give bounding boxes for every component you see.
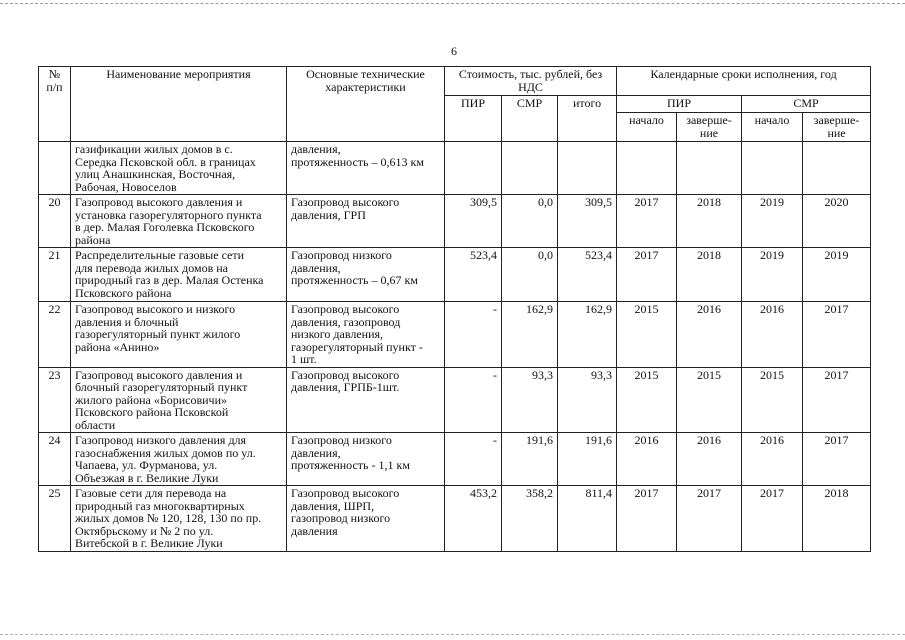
cell-smr-start: 2015 (742, 367, 803, 433)
cell-smr (502, 142, 558, 195)
cell-smr: 191,6 (502, 433, 558, 486)
cell-characteristics: Газопровод высокого давления, ГРПБ-1шт. (287, 367, 445, 433)
cell-characteristics: Газопровод высокого давления, ГРП (287, 195, 445, 248)
cell-pir-start (617, 142, 677, 195)
cell-smr: 0,0 (502, 195, 558, 248)
cell-pir-end (677, 142, 742, 195)
cell-smr-start: 2016 (742, 302, 803, 368)
scan-edge-top (0, 3, 905, 4)
cell-pir-end: 2018 (677, 195, 742, 248)
cell-name: Распределительные газовые сети для перевода жилых домов на природный газ в дер. Малая Остенка Псковского района (71, 248, 287, 302)
header-schedule: Календарные сроки исполнения, год (617, 67, 871, 96)
header-schedule-pir: ПИР (617, 96, 742, 113)
cell-total: 191,6 (558, 433, 617, 486)
cell-smr-end: 2019 (803, 248, 871, 302)
cell-smr-end: 2018 (803, 486, 871, 552)
cell-num: 22 (39, 302, 71, 368)
cell-characteristics: Газопровод высокого давления, ШРП, газопровод низкого давления (287, 486, 445, 552)
cell-characteristics: Газопровод низкого давления, протяженность - 1,1 км (287, 433, 445, 486)
header-smr-start: начало (742, 113, 803, 142)
cell-pir: - (445, 433, 502, 486)
cell-name: Газовые сети для перевода на природный газ многоквартирных жилых домов № 120, 128, 130 по пр. Октябрьскому и № 2 по ул. Витебской в г. Великие Луки (71, 486, 287, 552)
header-schedule-smr: СМР (742, 96, 871, 113)
cell-num: 21 (39, 248, 71, 302)
table-row (39, 195, 871, 248)
cell-num: 24 (39, 433, 71, 486)
cell-num: 23 (39, 367, 71, 433)
cell-total: 523,4 (558, 248, 617, 302)
cell-characteristics: Газопровод низкого давления, протяженность – 0,67 км (287, 248, 445, 302)
scan-edge-bottom (0, 634, 905, 635)
header-smr-end: заверше- ние (803, 113, 871, 142)
cell-smr-end: 2017 (803, 367, 871, 433)
cell-pir-start: 2017 (617, 248, 677, 302)
table-row (39, 367, 871, 433)
cell-smr: 162,9 (502, 302, 558, 368)
cell-smr-end: 2017 (803, 433, 871, 486)
header-characteristics: Основные технические характеристики (287, 67, 445, 142)
cell-smr: 93,3 (502, 367, 558, 433)
table-row (39, 486, 871, 552)
cell-pir-end: 2015 (677, 367, 742, 433)
header-row (39, 67, 871, 96)
cell-total: 811,4 (558, 486, 617, 552)
table-row (39, 142, 871, 195)
cell-smr-start: 2017 (742, 486, 803, 552)
table-row (39, 248, 871, 302)
cell-pir: 453,2 (445, 486, 502, 552)
header-cost-pir: ПИР (445, 96, 502, 142)
cell-smr-start: 2016 (742, 433, 803, 486)
cell-smr-end: 2017 (803, 302, 871, 368)
cell-total: 93,3 (558, 367, 617, 433)
table-row (39, 433, 871, 486)
cell-pir-end: 2016 (677, 302, 742, 368)
cell-characteristics: давления, протяженность – 0,613 км (287, 142, 445, 195)
cell-characteristics: Газопровод высокого давления, газопровод низкого давления, газорегуляторный пункт - 1 шт. (287, 302, 445, 368)
cell-smr-start: 2019 (742, 195, 803, 248)
cell-num: 25 (39, 486, 71, 552)
cell-smr-end (803, 142, 871, 195)
cell-total: 309,5 (558, 195, 617, 248)
cell-total (558, 142, 617, 195)
cell-pir-end: 2017 (677, 486, 742, 552)
header-pir-start: начало (617, 113, 677, 142)
cell-pir-end: 2016 (677, 433, 742, 486)
table-row (39, 302, 871, 368)
header-num: № п/п (39, 67, 71, 142)
cell-name: Газопровод высокого давления и установка газорегуляторного пункта в дер. Малая Гоголевка Псковского района (71, 195, 287, 248)
header-cost-total: итого (558, 96, 617, 142)
cell-pir-start: 2015 (617, 367, 677, 433)
page-number: 6 (451, 44, 457, 58)
cell-smr-start: 2019 (742, 248, 803, 302)
cell-pir-start: 2017 (617, 486, 677, 552)
cell-smr-end: 2020 (803, 195, 871, 248)
table-body (39, 142, 871, 552)
cell-pir: 523,4 (445, 248, 502, 302)
cell-pir-start: 2017 (617, 195, 677, 248)
cell-pir (445, 142, 502, 195)
header-cost: Стоимость, тыс. рублей, без НДС (445, 67, 617, 96)
header-pir-end: заверше- ние (677, 113, 742, 142)
cell-pir: - (445, 367, 502, 433)
cell-name: газификации жилых домов в с. Середка Псковской обл. в границах улиц Анашкинская, Восточная, Рабочая, Новоселов (71, 142, 287, 195)
cell-pir: - (445, 302, 502, 368)
cell-pir-end: 2018 (677, 248, 742, 302)
cell-smr: 0,0 (502, 248, 558, 302)
cell-num: 20 (39, 195, 71, 248)
projects-table (38, 66, 871, 552)
cell-name: Газопровод высокого и низкого давления и блочный газорегуляторный пункт жилого района «Анино» (71, 302, 287, 368)
cell-smr-start (742, 142, 803, 195)
cell-smr: 358,2 (502, 486, 558, 552)
cell-total: 162,9 (558, 302, 617, 368)
cell-name: Газопровод высокого давления и блочный газорегуляторный пункт жилого района «Борисовичи» Псковского района Псковской области (71, 367, 287, 433)
cell-pir-start: 2016 (617, 433, 677, 486)
cell-name: Газопровод низкого давления для газоснабжения жилых домов по ул. Чапаева, ул. Фурманова, ул. Объезжая в г. Великие Луки (71, 433, 287, 486)
cell-pir: 309,5 (445, 195, 502, 248)
header-name: Наименование мероприятия (71, 67, 287, 142)
cell-pir-start: 2015 (617, 302, 677, 368)
header-cost-smr: СМР (502, 96, 558, 142)
cell-num (39, 142, 71, 195)
table-header (39, 67, 871, 142)
